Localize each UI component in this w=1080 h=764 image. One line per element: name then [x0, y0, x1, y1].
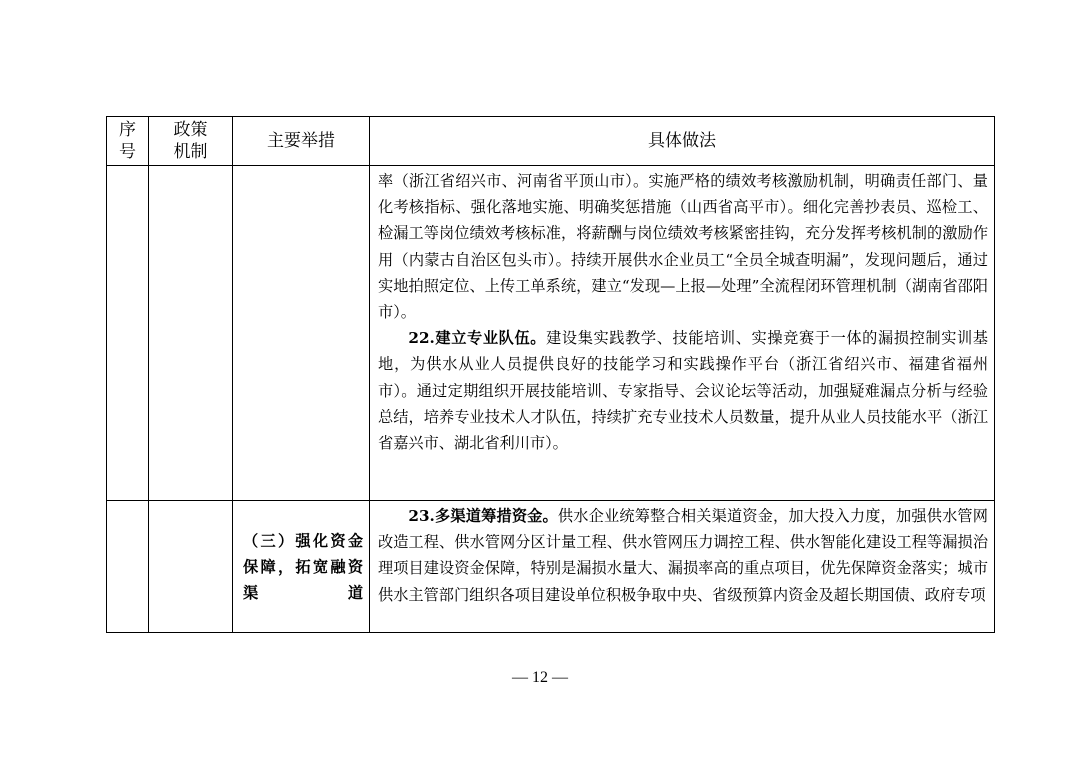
header-main-measures: 主要举措 — [233, 117, 370, 166]
cell-main-measure: （三）强化资金保障，拓宽融资渠道 — [233, 501, 370, 633]
cell-measure-empty — [233, 166, 370, 501]
table-header-row — [107, 117, 995, 166]
page-number: — 12 — — [512, 669, 568, 686]
table-row — [107, 166, 995, 501]
cell-serial-empty — [107, 166, 149, 501]
cell-practices — [370, 166, 995, 501]
practice-title: 22.建立专业队伍。 — [408, 329, 547, 348]
cell-serial-empty — [107, 501, 149, 633]
practice-title: 23.多渠道筹措资金。 — [408, 507, 558, 525]
cell-mechanism-empty — [149, 166, 233, 501]
cell-practices — [370, 501, 995, 633]
cell-mechanism-empty — [149, 501, 233, 633]
header-policy-mechanism: 政策 机制 — [149, 117, 233, 166]
policy-table — [106, 116, 995, 633]
header-specific-practices: 具体做法 — [370, 117, 995, 166]
practice-body: 建设集实践教学、技能培训、实操竞赛于一体的漏损控制实训基地，为供水从业人员提供良好的技能学习和实践操作平台（浙江省绍兴市、福建省福州市）。通过定期组织开展技能培训、专家指导、会议论坛等活动，加强疑难漏点分析与经验总结，培养专业技术人才队伍，持续扩充专业技术人员数量，提升从业人员技能水平（浙江省嘉兴市、湖北省利川市）。 — [378, 329, 988, 453]
header-serial-number: 序 号 — [107, 117, 149, 166]
practice-body: 供水企业统筹整合相关渠道资金，加大投入力度，加强供水管网改造工程、供水管网分区计量工程、供水管网压力调控工程、供水智能化建设工程等漏损治理项目建设资金保障，特别是漏损水量大、漏损率高的重点项目，优先保障资金落实；城市供水主管部门组织各项目建设单位积极争取中央、省级预算内资金及超长期国债、政府专项 — [378, 507, 988, 604]
practice-paragraph — [378, 503, 988, 608]
table-row — [107, 501, 995, 633]
practice-paragraph — [378, 325, 988, 456]
practice-paragraph: 率（浙江省绍兴市、河南省平顶山市）。实施严格的绩效考核激励机制，明确责任部门、量化考核指标、强化落地实施、明确奖惩措施（山西省高平市）。细化完善抄表员、巡检工、检漏工等岗位绩效考核标准，将薪酬与岗位绩效考核紧密挂钩，充分发挥考核机制的激励作用（内蒙古自治区包头市）。持续开展供水企业员工“全员全城查明漏”，发现问题后，通过实地拍照定位、上传工单系统，建立“发现—上报—处理”全流程闭环管理机制（湖南省邵阳市）。 — [378, 172, 988, 322]
